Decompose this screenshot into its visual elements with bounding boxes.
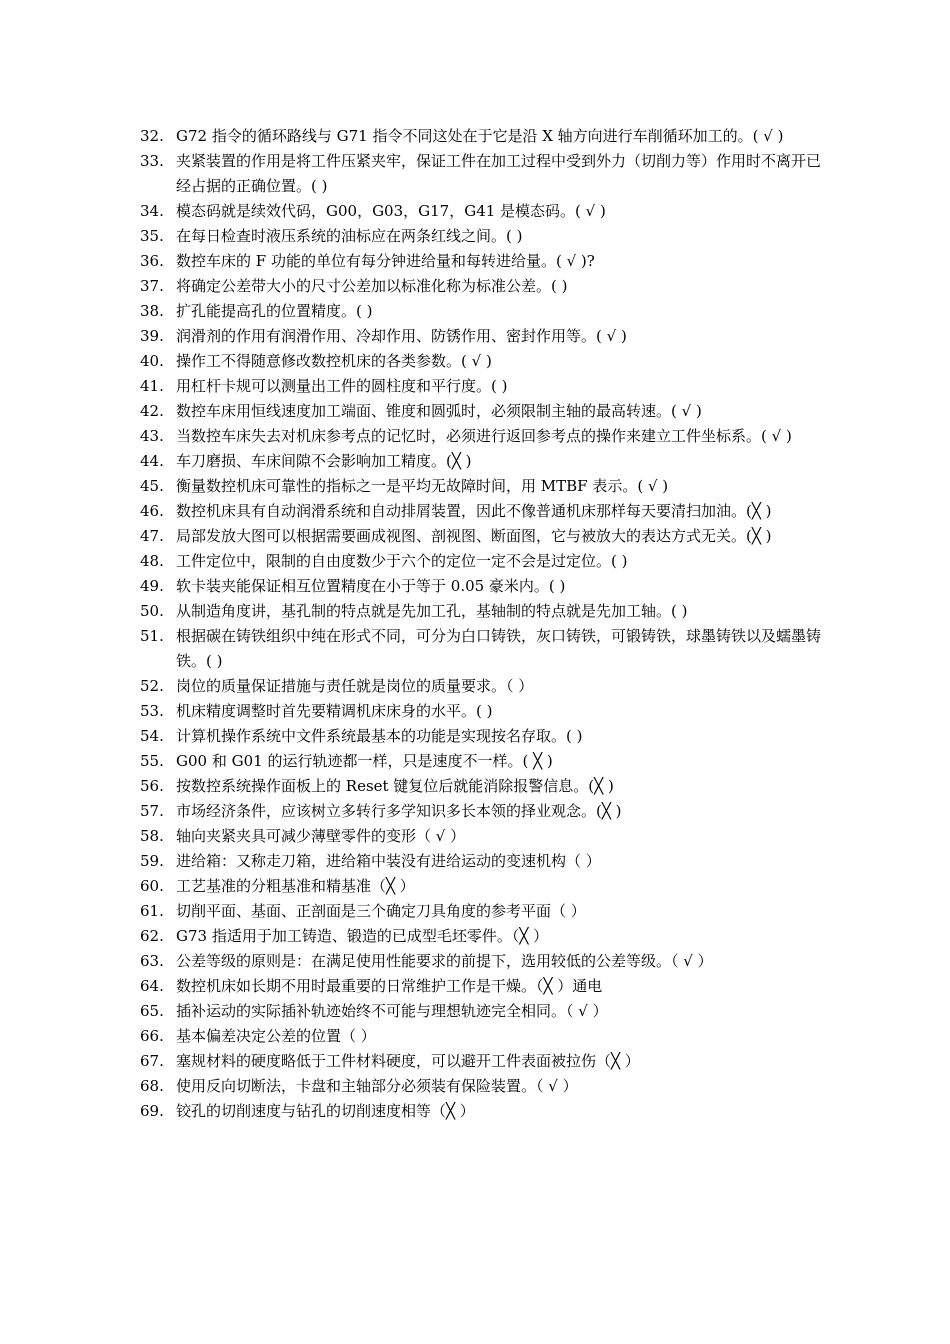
question-item <box>140 1074 830 1099</box>
question-text: 衡量数控机床可靠性的指标之一是平均无故障时间，用 MTBF 表示。( √ ) <box>176 477 669 495</box>
question-number: 55. <box>140 752 164 770</box>
question-text: 数控车床的 F 功能的单位有每分钟进给量和每转进给量。( √ )? <box>176 252 595 270</box>
question-text: 铰孔的切削速度与钻孔的切削速度相等（╳ ） <box>176 1102 475 1120</box>
question-text: 机床精度调整时首先要精调机床床身的水平。( ) <box>176 702 493 720</box>
question-text: G72 指令的循环路线与 G71 指令不同这处在于它是沿 X 轴方向进行车削循环加工的。( √ ) <box>176 127 784 145</box>
question-item <box>140 324 830 349</box>
question-number: 53. <box>140 702 164 720</box>
question-number: 39. <box>140 327 164 345</box>
question-item <box>140 824 830 849</box>
question-number: 41. <box>140 377 164 395</box>
question-item <box>140 624 830 674</box>
question-number: 64. <box>140 977 164 995</box>
question-item <box>140 699 830 724</box>
question-text: 工艺基准的分粗基准和精基准（╳ ） <box>176 877 415 895</box>
question-text: 局部发放大图可以根据需要画成视图、剖视图、断面图，它与被放大的表达方式无关。(╳ ) <box>176 527 772 545</box>
question-item <box>140 599 830 624</box>
question-text: 在每日检查时液压系统的油标应在两条红线之间。( ) <box>176 227 523 245</box>
question-number: 49. <box>140 577 164 595</box>
question-number: 63. <box>140 952 164 970</box>
question-item <box>140 949 830 974</box>
question-item <box>140 1024 830 1049</box>
question-item <box>140 899 830 924</box>
question-text: 插补运动的实际插补轨迹始终不可能与理想轨迹完全相同。（ √ ） <box>176 1002 608 1020</box>
question-number: 69. <box>140 1102 164 1120</box>
question-item <box>140 449 830 474</box>
question-item <box>140 124 830 149</box>
question-item <box>140 374 830 399</box>
question-item <box>140 274 830 299</box>
question-text: 数控机床具有自动润滑系统和自动排屑装置，因此不像普通机床那样每天要清扫加油。(╳ ) <box>176 502 772 520</box>
question-text: 润滑剂的作用有润滑作用、冷却作用、防锈作用、密封作用等。( √ ) <box>176 327 627 345</box>
question-text: 工件定位中，限制的自由度数少于六个的定位一定不会是过定位。( ) <box>176 552 628 570</box>
question-number: 58. <box>140 827 164 845</box>
question-text: 扩孔能提高孔的位置精度。( ) <box>176 302 373 320</box>
question-item <box>140 199 830 224</box>
question-number: 54. <box>140 727 164 745</box>
question-number: 46. <box>140 502 164 520</box>
question-text: 从制造角度讲，基孔制的特点就是先加工孔，基轴制的特点就是先加工轴。( ) <box>176 602 688 620</box>
question-text: 夹紧装置的作用是将工件压紧夹牢，保证工件在加工过程中受到外力（切削力等）作用时不离开已经占据的正确位置。( ) <box>176 152 822 195</box>
question-number: 34. <box>140 202 164 220</box>
question-number: 44. <box>140 452 164 470</box>
question-text: G73 指适用于加工铸造、锻造的已成型毛坯零件。（╳ ） <box>176 927 549 945</box>
question-item <box>140 424 830 449</box>
question-item <box>140 574 830 599</box>
question-number: 43. <box>140 427 164 445</box>
question-text: 进给箱：又称走刀箱，进给箱中装没有进给运动的变速机构（ ） <box>176 852 601 870</box>
question-text: 数控车床用恒线速度加工端面、锥度和圆弧时，必须限制主轴的最高转速。( √ ) <box>176 402 702 420</box>
question-number: 32. <box>140 127 164 145</box>
question-number: 62. <box>140 927 164 945</box>
question-list <box>140 124 830 1124</box>
question-text: 根据碳在铸铁组织中纯在形式不同，可分为白口铸铁，灰口铸铁，可锻铸铁，球墨铸铁以及蠕墨铸铁。( ) <box>176 627 822 670</box>
question-text: 数控机床如长期不用时最重要的日常维护工作是干燥。（╳ ）通电 <box>176 977 603 995</box>
question-text: 市场经济条件，应该树立多转行多学知识多长本领的择业观念。(╳ ) <box>176 802 622 820</box>
question-item <box>140 799 830 824</box>
question-text: G00 和 G01 的运行轨迹都一样，只是速度不一样。( ╳ ) <box>176 752 553 770</box>
question-item <box>140 1049 830 1074</box>
question-item <box>140 299 830 324</box>
question-item <box>140 1099 830 1124</box>
question-text: 将确定公差带大小的尺寸公差加以标准化称为标准公差。( ) <box>176 277 568 295</box>
question-text: 用杠杆卡规可以测量出工件的圆柱度和平行度。( ) <box>176 377 508 395</box>
question-text: 岗位的质量保证措施与责任就是岗位的质量要求。（ ） <box>176 677 534 695</box>
question-number: 45. <box>140 477 164 495</box>
question-item <box>140 674 830 699</box>
question-number: 59. <box>140 852 164 870</box>
question-number: 57. <box>140 802 164 820</box>
question-item <box>140 474 830 499</box>
question-number: 36. <box>140 252 164 270</box>
question-item <box>140 774 830 799</box>
question-item <box>140 524 830 549</box>
question-number: 47. <box>140 527 164 545</box>
question-number: 66. <box>140 1027 164 1045</box>
question-number: 61. <box>140 902 164 920</box>
question-number: 52. <box>140 677 164 695</box>
question-number: 33. <box>140 152 164 170</box>
question-text: 模态码就是续效代码，G00，G03，G17，G41 是模态码。( √ ) <box>176 202 606 220</box>
question-text: 基本偏差决定公差的位置（ ） <box>176 1027 376 1045</box>
question-text: 塞规材料的硬度略低于工件材料硬度，可以避开工件表面被拉伤（╳ ） <box>176 1052 640 1070</box>
question-text: 公差等级的原则是：在满足使用性能要求的前提下，选用较低的公差等级。（ √ ） <box>176 952 713 970</box>
question-number: 65. <box>140 1002 164 1020</box>
question-item <box>140 974 830 999</box>
question-number: 68. <box>140 1077 164 1095</box>
question-item <box>140 849 830 874</box>
question-item <box>140 224 830 249</box>
question-number: 48. <box>140 552 164 570</box>
question-item <box>140 874 830 899</box>
question-number: 37. <box>140 277 164 295</box>
question-text: 车刀磨损、车床间隙不会影响加工精度。(╳ ) <box>176 452 472 470</box>
question-item <box>140 349 830 374</box>
question-text: 计算机操作系统中文件系统最基本的功能是实现按名存取。( ) <box>176 727 583 745</box>
question-item <box>140 999 830 1024</box>
question-item <box>140 499 830 524</box>
question-text: 按数控系统操作面板上的 Reset 键复位后就能消除报警信息。(╳ ) <box>176 777 614 795</box>
question-item <box>140 924 830 949</box>
question-item <box>140 249 830 274</box>
question-number: 56. <box>140 777 164 795</box>
question-text: 当数控车床失去对机床参考点的记忆时，必须进行返回参考点的操作来建立工件坐标系。( √ ) <box>176 427 792 445</box>
question-item <box>140 549 830 574</box>
question-number: 38. <box>140 302 164 320</box>
question-text: 轴向夹紧夹具可减少薄壁零件的变形（ √ ） <box>176 827 466 845</box>
question-item <box>140 749 830 774</box>
question-text: 使用反向切断法，卡盘和主轴部分必须装有保险装置。（ √ ） <box>176 1077 578 1095</box>
question-number: 42. <box>140 402 164 420</box>
question-text: 软卡装夹能保证相互位置精度在小于等于 0.05 豪米内。( ) <box>176 577 566 595</box>
question-number: 40. <box>140 352 164 370</box>
question-item <box>140 399 830 424</box>
question-number: 51. <box>140 627 164 645</box>
question-number: 60. <box>140 877 164 895</box>
question-text: 切削平面、基面、正剖面是三个确定刀具角度的参考平面（ ） <box>176 902 586 920</box>
question-item <box>140 149 830 199</box>
question-number: 50. <box>140 602 164 620</box>
question-text: 操作工不得随意修改数控机床的各类参数。( √ ) <box>176 352 492 370</box>
question-number: 67. <box>140 1052 164 1070</box>
question-number: 35. <box>140 227 164 245</box>
question-item <box>140 724 830 749</box>
